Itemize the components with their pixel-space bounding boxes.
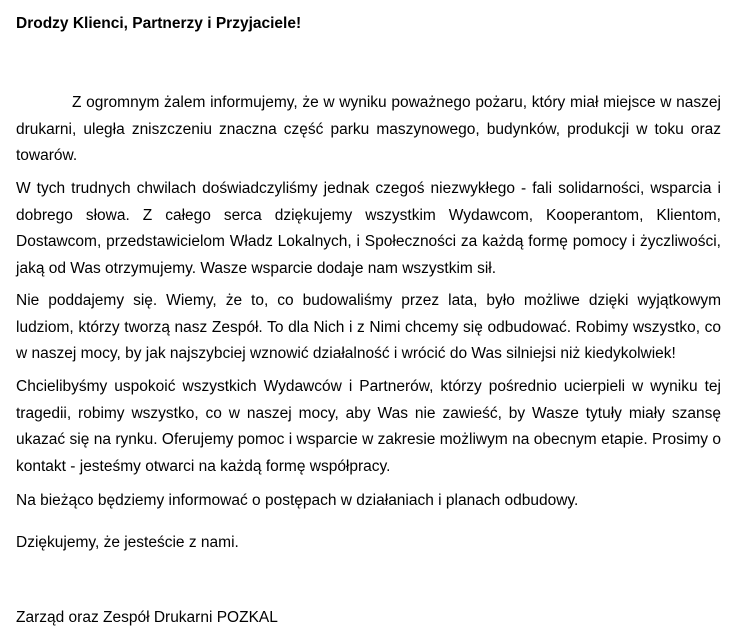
paragraph-thanks: Dziękujemy, że jesteście z nami. [16,534,239,551]
paragraph-partners: Chcielibyśmy uspokoić wszystkich Wydawców i Partnerów, którzy pośrednio ucierpieli w wyniku tej tragedii, robimy wszystko, co w naszej mocy, aby Was nie zawieść, by Wasze tytuły miały szansę ukazać się na rynku. Oferujemy pomoc i wsparcie w zakresie możliwym na obecnym etapie. Prosimy o kontakt - jesteśmy otwarci na każdą formę współpracy. [16,378,721,475]
paragraph-updates: Na bieżąco będziemy informować o postępach w działaniach i planach odbudowy. [16,492,579,509]
paragraph-rebuild: Nie poddajemy się. Wiemy, że to, co budowaliśmy przez lata, było możliwe dzięki wyjątkowym ludziom, którzy tworzą nasz Zespół. To dla Nich i z Nimi chcemy się odbudować. Robimy wszystko, co w naszej mocy, by jak najszybciej wznowić działalność i wrócić do Was silniejsi niż kiedykolwiek! [16,292,721,362]
paragraph-fire-announcement: Z ogromnym żalem informujemy, że w wyniku poważnego pożaru, który miał miejsce w naszej drukarni, uległa zniszczeniu znaczna część parku maszynowego, budynków, produkcji w toku oraz towarów. [16,94,721,164]
paragraph-gratitude: W tych trudnych chwilach doświadczyliśmy jednak czegoś niezwykłego - fali solidarności, wsparcia i dobrego słowa. Z całego serca dziękujemy wszystkim Wydawcom, Kooperantom, Klientom, Dostawcom, przedstawicielom Władz Lokalnych, i Społeczności za każdą formę pomocy i życzliwości, jaką od Was otrzymujemy. Wasze wsparcie dodaje nam wszystkim sił. [16,180,721,277]
letter-signature: Zarząd oraz Zespół Drukarni POZKAL [16,609,278,626]
letter-page [16,0,721,640]
letter-greeting: Drodzy Klienci, Partnerzy i Przyjaciele! [16,15,302,32]
